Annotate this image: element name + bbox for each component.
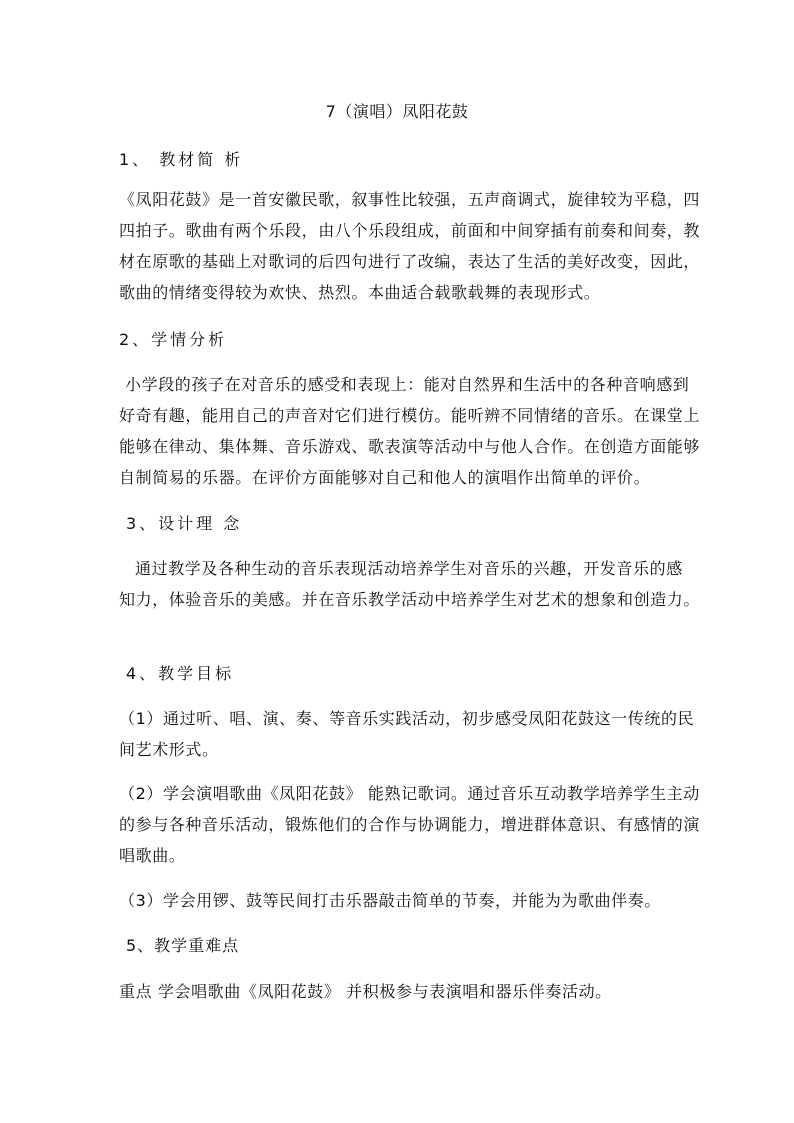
paragraph-line: 重点 学会唱歌曲《凤阳花鼓》 并积极参与表演唱和器乐伴奏活动。 — [119, 982, 612, 1001]
paragraph-line: 材在原歌的基础上对歌词的后四句进行了改编，表达了生活的美好改变，因此， — [119, 252, 701, 271]
document-title: 7（演唱）凤阳花鼓 — [325, 102, 469, 121]
section-2-heading: 2、学情分析 — [119, 330, 228, 349]
section-1-paragraph — [119, 184, 701, 308]
section-3-heading: 3、设计理 念 — [126, 514, 243, 533]
paragraph-line: 歌曲的情绪变得较为欢快、热烈。本曲适合载歌载舞的表现形式。 — [119, 283, 601, 302]
objective-item-1 — [119, 703, 695, 765]
paragraph-line: 《凤阳花鼓》是一首安徽民歌，叙事性比较强，五声商调式，旋律较为平稳，四 — [119, 190, 701, 209]
section-3-paragraph — [119, 553, 701, 615]
paragraph-line: （3）学会用锣、鼓等民间打击乐器敲击简单的节奏，并能为为歌曲伴奏。 — [119, 891, 661, 910]
paragraph-line: 通过教学及各种生动的音乐表现活动培养学生对音乐的兴趣，开发音乐的感 — [135, 559, 683, 578]
objective-item-3 — [119, 885, 684, 916]
paragraph-line: 知力，体验音乐的美感。并在音乐教学活动中培养学生对艺术的想象和创造力。 — [119, 590, 701, 609]
paragraph-line: 的参与各种音乐活动，锻炼他们的合作与协调能力，增进群体意识、有感情的演 — [119, 815, 701, 834]
section-5-heading: 5、教学重难点 — [126, 936, 240, 955]
paragraph-line: 四拍子。歌曲有两个乐段，由八个乐段组成，前面和中间穿插有前奏和间奏，教 — [119, 221, 701, 240]
paragraph-line: （1）通过听、唱、演、奏、等音乐实践活动，初步感受凤阳花鼓这一传统的民 — [119, 709, 695, 728]
section-4-heading: 4、教学目标 — [126, 664, 235, 683]
section-5-paragraph — [119, 976, 684, 1007]
paragraph-line: 小学段的孩子在对音乐的感受和表现上：能对自然界和生活中的各种音响感到 — [125, 375, 690, 394]
paragraph-line: 能够在律动、集体舞、音乐游戏、歌表演等活动中与他人合作。在创造方面能够 — [119, 437, 701, 456]
paragraph-line: 间艺术形式。 — [119, 740, 219, 759]
section-1-heading: 1、 教材简 析 — [119, 150, 244, 169]
paragraph-line: 唱歌曲。 — [119, 846, 186, 865]
objective-item-2 — [119, 778, 701, 871]
paragraph-line: （2）学会演唱歌曲《凤阳花鼓》 能熟记歌词。通过音乐互动教学培养学生主动 — [119, 784, 700, 803]
section-2-paragraph — [119, 369, 701, 493]
paragraph-line: 自制简易的乐器。在评价方面能够对自己和他人的演唱作出简单的评价。 — [119, 468, 651, 487]
paragraph-line: 好奇有趣，能用自己的声音对它们进行模仿。能听辨不同情绪的音乐。在课堂上 — [119, 406, 701, 425]
